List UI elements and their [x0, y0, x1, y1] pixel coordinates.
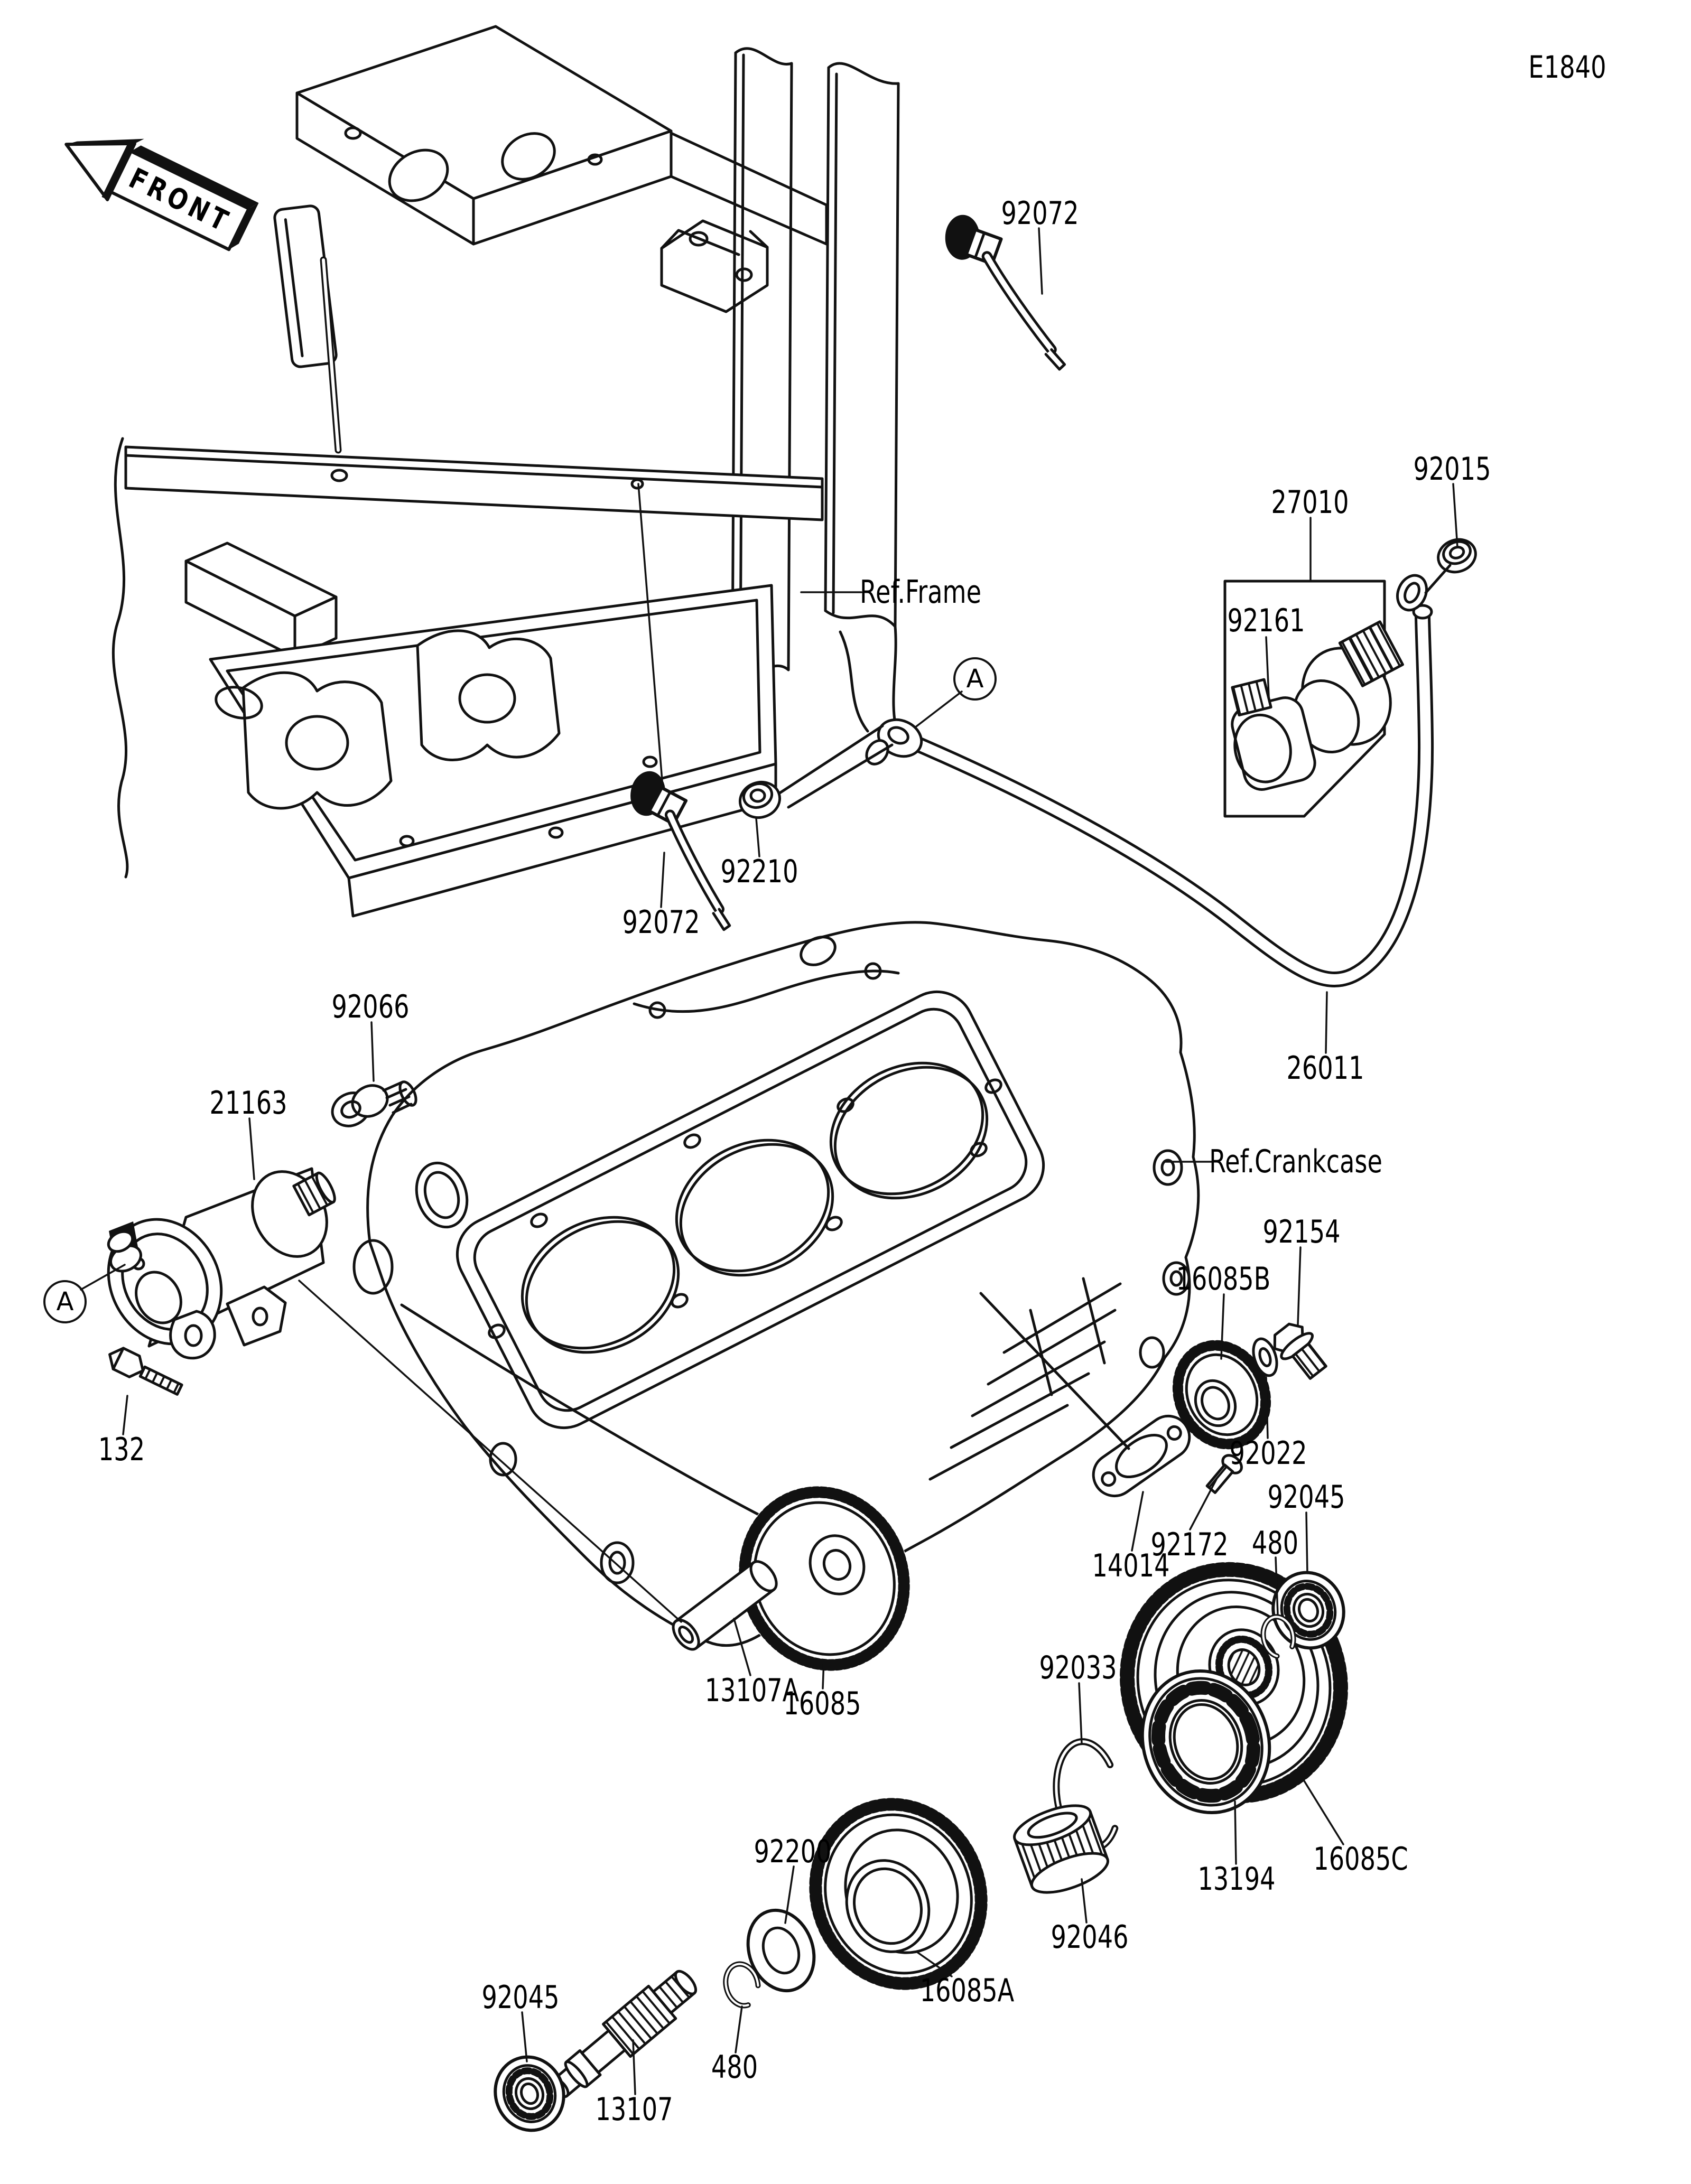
part-callout-14014: 14014	[1092, 1547, 1170, 1584]
part-callout-21163: 21163	[209, 1085, 287, 1122]
part-callout-92022: 92022	[1229, 1435, 1307, 1472]
detail-marker-a: A	[43, 1280, 87, 1323]
part-callout-16085B: 16085B	[1176, 1261, 1271, 1298]
part-callout-27010: 27010	[1271, 484, 1349, 521]
reference-label-ref-crankcase: Ref.Crankcase	[1209, 1143, 1382, 1180]
part-callout-92072: 92072	[622, 904, 700, 941]
part-callout-92045: 92045	[1267, 1479, 1345, 1516]
part-callout-92210: 92210	[720, 853, 798, 890]
part-callout-92066: 92066	[331, 988, 410, 1025]
part-callout-92033: 92033	[1039, 1649, 1117, 1686]
part-callout-480: 480	[711, 2049, 758, 2086]
page-code: E1840	[1528, 49, 1606, 85]
part-callout-16085C: 16085C	[1313, 1841, 1408, 1878]
part-callout-92200: 92200	[754, 1833, 832, 1870]
part-callout-132: 132	[98, 1431, 145, 1468]
part-callout-16085A: 16085A	[919, 1972, 1015, 2009]
reference-label-ref-frame: Ref.Frame	[860, 574, 981, 611]
part-callout-92015: 92015	[1413, 451, 1491, 488]
part-callout-92045: 92045	[481, 1979, 560, 2016]
part-callout-13107: 13107	[595, 2091, 673, 2128]
part-callout-92046: 92046	[1051, 1919, 1129, 1956]
detail-marker-a: A	[953, 657, 997, 701]
part-callout-26011: 26011	[1286, 1050, 1364, 1087]
part-callout-92172: 92172	[1150, 1526, 1229, 1563]
part-callout-92072: 92072	[1001, 195, 1079, 232]
part-callout-92154: 92154	[1262, 1214, 1341, 1250]
part-callout-92161: 92161	[1227, 602, 1305, 639]
part-callout-13107A: 13107A	[704, 1672, 800, 1709]
part-callout-480: 480	[1251, 1525, 1299, 1562]
part-callout-16085: 16085	[783, 1685, 861, 1722]
part-callout-13194: 13194	[1197, 1861, 1276, 1898]
front-sign-label: FRONT	[124, 161, 237, 239]
